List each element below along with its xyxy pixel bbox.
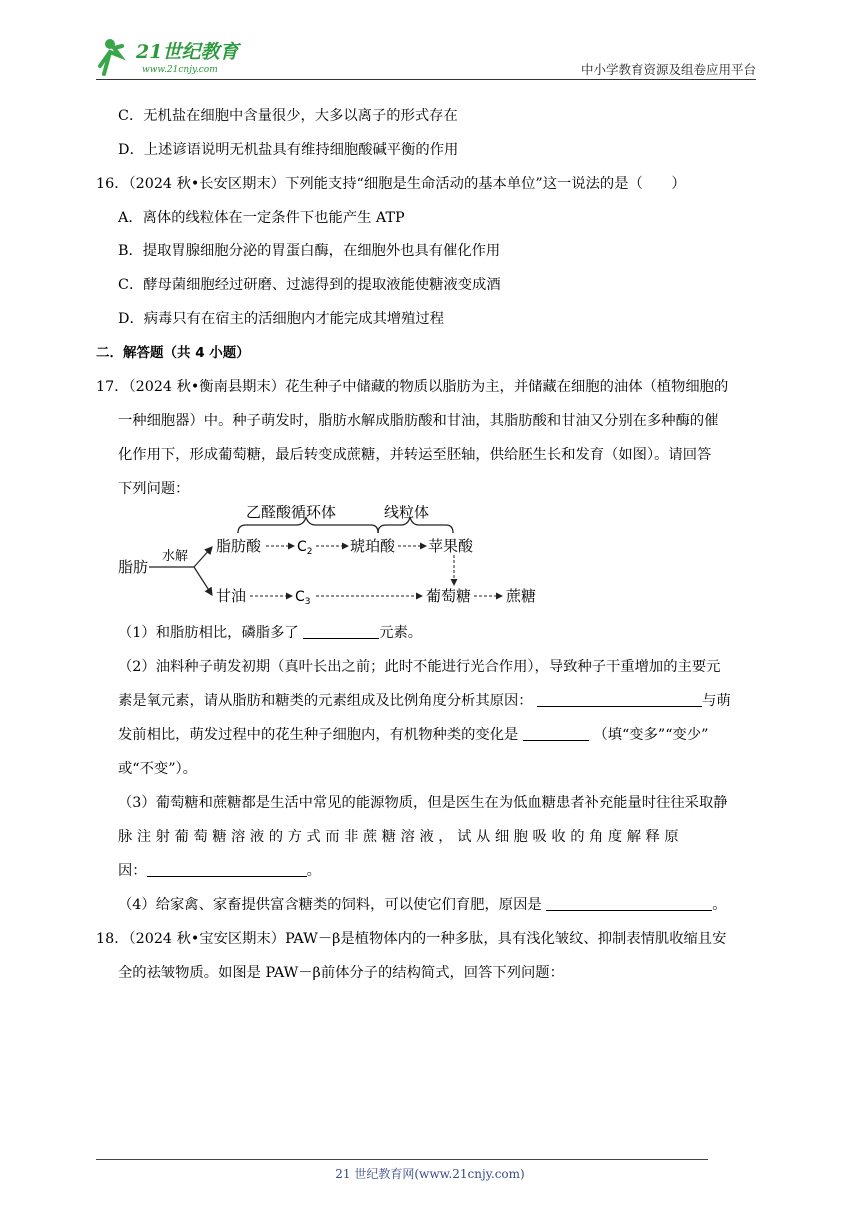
q17-part4-text: （4）给家禽、家畜提供富含糖类的饲料，可以使它们育肥，原因是 xyxy=(118,897,542,913)
logo-text: 21世纪教育 xyxy=(136,41,239,63)
q17-part2-tail: 与萌 xyxy=(702,693,731,709)
q18-stem-line2: 全的祛皱物质。如图是 PAW－β前体分子的结构简式，回答下列问题： xyxy=(118,965,564,981)
q17-part4 xyxy=(118,895,727,915)
q16-option-b: B．提取胃腺细胞分泌的胃蛋白酶，在细胞外也具有催化作用 xyxy=(118,243,501,259)
malic-label: 苹果酸 xyxy=(428,537,474,555)
q17-part3-tail: 。 xyxy=(306,863,321,879)
q17-part2-line1: （2）油料种子萌发初期（真叶长出之前；此时不能进行光合作用），导致种子干重增加的主要元 xyxy=(118,659,721,675)
q17-part1-tail: 元素。 xyxy=(379,625,423,641)
succinic-label: 琥珀酸 xyxy=(350,537,396,555)
platform-name: 中小学教育资源及组卷应用平台 xyxy=(580,62,756,77)
logo-url: www.21cnjy.com xyxy=(142,65,218,75)
answer-blank-4[interactable] xyxy=(147,862,307,877)
glucose-label: 葡萄糖 xyxy=(426,587,472,605)
glycerol-label: 甘油 xyxy=(216,587,247,605)
branch-up xyxy=(194,547,212,567)
answer-blank-1[interactable] xyxy=(303,624,379,639)
q18-stem-line1: 18．（2024 秋•宝安区期末）PAW－β是植物体内的一种多肽，具有浅化皱纹、抑制表情肌收缩且安 xyxy=(96,931,727,947)
header-divider xyxy=(96,79,756,80)
q16-option-d: D．病毒只有在宿主的活细胞内才能完成其增殖过程 xyxy=(118,311,444,327)
footer-text: 21 世纪教育网(www.21cnjy.com) xyxy=(335,1167,525,1181)
q17-stem-line4: 下列问题： xyxy=(118,481,190,497)
answer-blank-3[interactable] xyxy=(523,726,589,741)
branch-down xyxy=(194,567,212,595)
q15-option-c: C．无机盐在细胞中含量很少，大多以离子的形式存在 xyxy=(118,108,458,124)
q17-part3-line3 xyxy=(118,861,321,881)
q17-part1 xyxy=(118,623,422,643)
q15-option-d: D．上述谚语说明无机盐具有维持细胞酸碱平衡的作用 xyxy=(118,142,459,158)
answer-blank-2[interactable] xyxy=(537,692,702,707)
q17-part4-tail: 。 xyxy=(712,897,727,913)
q17-stem-line3: 化作用下，形成葡萄糖，最后转变成蔗糖，并转运至胚轴，供给胚生长和发育（如图）。请回答 xyxy=(118,447,712,463)
q17-part2-line3 xyxy=(118,725,708,745)
q17-part2-text: 素是氧元素，请从脂肪和糖类的元素组成及比例角度分析其原因： xyxy=(118,693,533,709)
hydrolysis-label: 水解 xyxy=(162,549,189,564)
q16-option-a: A．离体的线粒体在一定条件下也能产生 ATP xyxy=(118,210,405,226)
q17-part2-tail2: （填“变多”“变少” xyxy=(593,727,709,743)
q17-stem-line2: 一种细胞器）中。种子萌发时，脂肪水解成脂肪酸和甘油，其脂肪酸和甘油又分别在多种酶的催 xyxy=(118,413,719,429)
q17-part2-line2 xyxy=(118,691,731,711)
q16-stem: 16．（2024 秋•长安区期末）下列能支持“细胞是生命活动的基本单位”这一说法的是（ ） xyxy=(96,176,686,192)
q17-part3-line1: （3）葡萄糖和蔗糖都是生活中常见的能源物质，但是医生在为低血糖患者补充能量时往往采取静 xyxy=(118,795,728,811)
section-heading: 二．解答题（共 4 小题） xyxy=(96,345,250,361)
runner-icon xyxy=(100,39,122,74)
metabolism-diagram xyxy=(116,505,546,610)
c3-label: $C_3$ xyxy=(295,589,311,607)
q17-part2-text2: 发前相比，萌发过程中的花生种子细胞内，有机物种类的变化是 xyxy=(118,727,519,743)
footer-divider xyxy=(96,1159,708,1160)
mitochondria-label: 线粒体 xyxy=(384,505,430,521)
q17-part1-text: （1）和脂肪相比，磷脂多了 xyxy=(118,625,299,641)
c2-label: $C_2$ xyxy=(297,539,313,557)
glyoxysome-label: 乙醛酸循环体 xyxy=(246,505,337,521)
fatty-acid-label: 脂肪酸 xyxy=(216,537,262,555)
fat-label: 脂肪 xyxy=(118,558,149,576)
sucrose-label: 蔗糖 xyxy=(506,587,537,605)
site-logo xyxy=(96,36,266,80)
answer-blank-5[interactable] xyxy=(546,896,712,911)
q17-part3-line2: 脉 注 射 葡 萄 糖 溶 液 的 方 式 而 非 蔗 糖 溶 液 ， 试 从 细 胞 吸 收 的 角 度 解 释 原 xyxy=(118,829,679,845)
q16-option-c: C．酵母菌细胞经过研磨、过滤得到的提取液能使糖液变成酒 xyxy=(118,277,501,293)
q17-part3-text: 因： xyxy=(118,863,147,879)
q17-part2-line4: 或“不变”）。 xyxy=(118,761,197,777)
q17-stem-line1: 17．（2024 秋•衡南县期末）花生种子中储藏的物质以脂肪为主，并储藏在细胞的油体（植物细胞的 xyxy=(96,379,729,395)
